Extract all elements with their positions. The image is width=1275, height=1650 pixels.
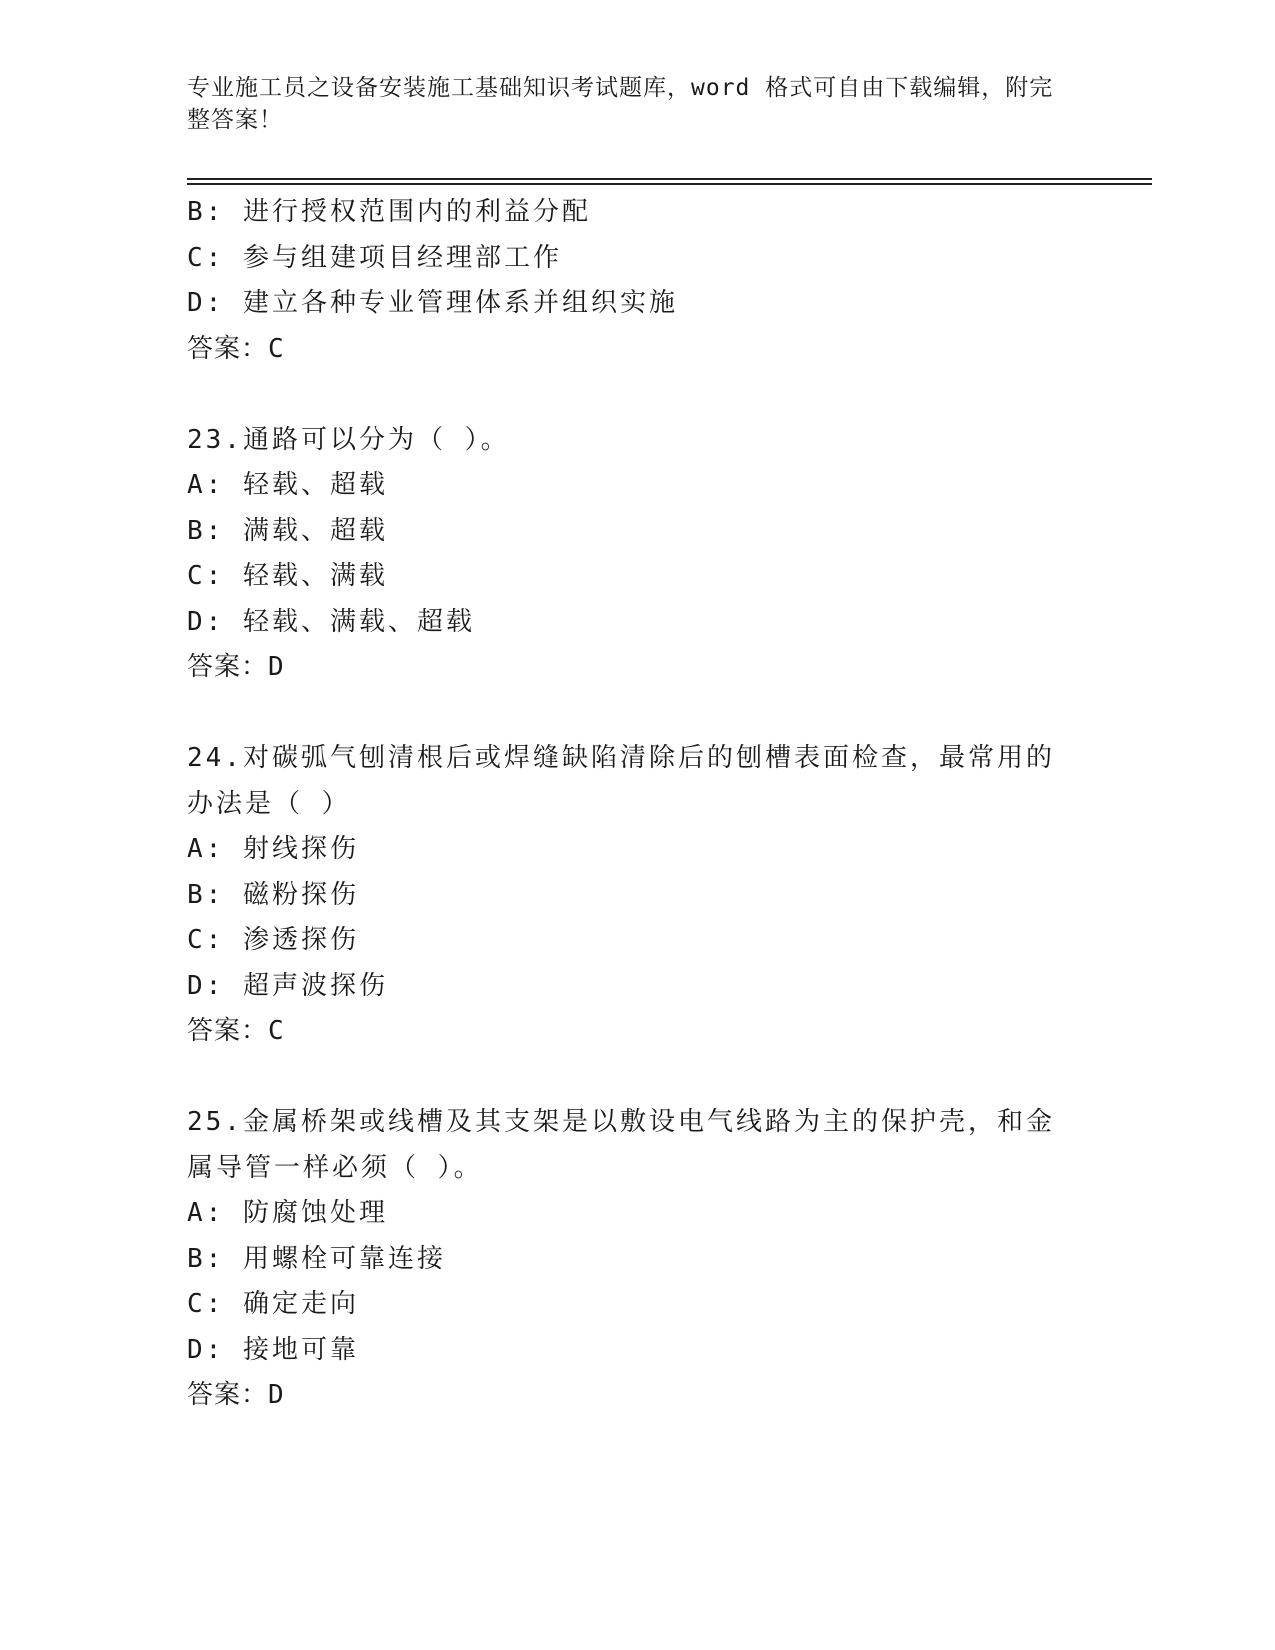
question-24: [187, 736, 1087, 1055]
document-header: 专业施工员之设备安装施工基础知识考试题库，word 格式可自由下载编辑，附完整答案！: [187, 75, 1054, 133]
answer: 答案：C: [187, 1016, 285, 1046]
answer: 答案：C: [187, 333, 285, 364]
answer: 答案：D: [187, 652, 285, 682]
question-23: [187, 418, 1087, 691]
option-a: A: 防腐蚀处理: [187, 1198, 388, 1228]
option-d: D: 建立各种专业管理体系并组织实施: [187, 288, 678, 318]
question-25: [187, 1100, 1087, 1419]
spacer: [187, 372, 1087, 418]
question-stem: 24.对碳弧气刨清根后或焊缝缺陷清除后的刨槽表面检查，最常用的办法是（ ）: [187, 743, 1055, 819]
question-22-partial: [187, 190, 1087, 372]
question-stem: 23.通路可以分为（ ）。: [187, 424, 510, 455]
spacer: [187, 691, 1087, 737]
option-a: A: 射线探伤: [187, 834, 359, 864]
question-stem: 25.金属桥架或线槽及其支架是以敷设电气线路为主的保护壳，和金属导管一样必须（ ）。: [187, 1107, 1055, 1183]
option-d: D: 轻载、满载、超载: [187, 606, 475, 637]
option-b: B: 进行授权范围内的利益分配: [187, 197, 591, 227]
question-list: [187, 190, 1087, 1419]
answer: 答案：D: [187, 1380, 285, 1410]
option-a: A: 轻载、超载: [187, 470, 388, 500]
option-c: C: 渗透探伤: [187, 925, 359, 955]
option-d: D: 接地可靠: [187, 1334, 359, 1365]
option-b: B: 满载、超载: [187, 515, 388, 546]
option-c: C: 参与组建项目经理部工作: [187, 242, 562, 273]
header-divider-top: [187, 178, 1152, 180]
option-c: C: 确定走向: [187, 1289, 359, 1319]
option-d: D: 超声波探伤: [187, 970, 388, 1001]
option-b: B: 磁粉探伤: [187, 879, 359, 910]
header-divider-bottom: [187, 183, 1152, 185]
spacer: [187, 1055, 1087, 1101]
option-c: C: 轻载、满载: [187, 561, 388, 591]
option-b: B: 用螺栓可靠连接: [187, 1243, 446, 1274]
